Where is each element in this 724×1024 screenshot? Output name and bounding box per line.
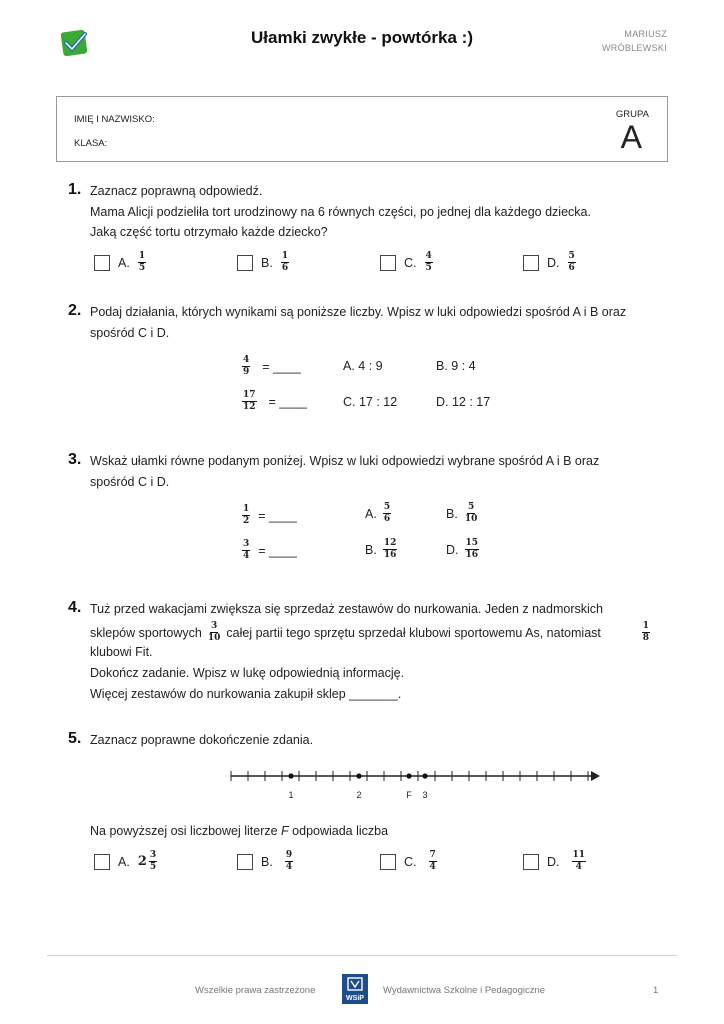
q3-option-c xyxy=(365,539,397,560)
student-info-box xyxy=(56,96,668,162)
q3-row-fraction xyxy=(242,505,250,526)
wsip-logo-text: WSiP xyxy=(346,995,364,1002)
axis-label-1: 1 xyxy=(288,790,294,800)
q3-option-letter: B. xyxy=(365,542,377,557)
q1-option-letter: A. xyxy=(118,255,130,270)
q5-option-b[interactable] xyxy=(237,851,293,872)
q3-answer-blank[interactable]: = ____ xyxy=(258,508,297,523)
q3-option-fraction xyxy=(464,503,479,524)
fraction-numerator: 11 xyxy=(572,850,586,860)
number-line-arrow-icon xyxy=(591,771,600,781)
q1-text-line2: Mama Alicji podzieliła tort urodzinowy na 6 równych części, po jednej dla każdego dziecka. xyxy=(90,205,591,219)
q5-option-letter: B. xyxy=(261,854,273,869)
fraction-denominator: 16 xyxy=(465,550,479,560)
fraction-denominator: 6 xyxy=(281,263,289,273)
q2-row-1 xyxy=(242,356,301,377)
q1-option-letter: C. xyxy=(404,255,417,270)
q5-option-letter: A. xyxy=(118,854,130,869)
q1-instruction: Zaznacz poprawną odpowiedź. xyxy=(90,184,263,198)
fraction-numerator: 12 xyxy=(383,538,397,548)
q5-statement-part-b: odpowiada liczba xyxy=(288,824,389,838)
q4-instruction: Dokończ zadanie. Wpisz w lukę odpowiednią informację. xyxy=(90,666,405,680)
name-label: IMIĘ I NAZWISKO: xyxy=(74,114,155,125)
q2-row-fraction xyxy=(242,391,257,412)
q5-option-a[interactable] xyxy=(94,851,157,872)
q2-option-a: A. 4 : 9 xyxy=(343,359,383,373)
fraction-denominator: 8 xyxy=(642,633,649,643)
q2-row-fraction xyxy=(242,356,250,377)
group-label: GRUPA xyxy=(615,109,649,120)
q4-text-part-b: całej partii tego sprzętu sprzedał klubowi sportowemu As, natomiast xyxy=(226,625,601,640)
point-3 xyxy=(422,773,427,778)
q1-checkbox-d[interactable] xyxy=(523,255,539,271)
q1-option-letter: B. xyxy=(261,255,273,270)
fraction-denominator: 9 xyxy=(243,367,250,377)
q1-option-a[interactable] xyxy=(94,252,146,273)
fraction-numerator: 3 xyxy=(210,621,218,631)
q2-answer-blank[interactable]: = ____ xyxy=(262,359,301,374)
fraction-numerator: 4 xyxy=(243,355,250,365)
q3-option-letter: B. xyxy=(446,506,458,521)
q3-row-fraction xyxy=(242,540,250,561)
q4-answer-sentence[interactable]: Więcej zestawów do nurkowania zakupił sklep _______. xyxy=(90,687,402,701)
q3-option-fraction xyxy=(465,539,480,560)
q4-number: 4. xyxy=(68,599,82,616)
author-last-name: WRÓBLEWSKI xyxy=(601,43,667,53)
point-2 xyxy=(356,773,361,778)
q3-answer-blank[interactable]: = ____ xyxy=(258,543,297,558)
q2-row-2 xyxy=(242,391,307,412)
fraction-numerator: 7 xyxy=(429,850,436,860)
q5-statement-variable: F xyxy=(281,824,289,838)
q1-option-fraction xyxy=(281,252,289,273)
number-line xyxy=(225,762,605,804)
fraction-numerator: 15 xyxy=(465,538,479,548)
q2-text-line2: spośród C i D. xyxy=(90,326,170,340)
fraction-denominator: 6 xyxy=(568,263,575,273)
q4-fraction-fit xyxy=(642,622,650,643)
q5-option-c[interactable] xyxy=(380,851,437,872)
fraction-numerator: 9 xyxy=(285,850,293,860)
fraction-numerator: 3 xyxy=(149,850,157,860)
q5-option-fraction xyxy=(429,851,437,872)
q3-row-2 xyxy=(242,540,297,561)
q3-option-letter: A. xyxy=(365,506,377,521)
q2-answer-blank[interactable]: = ____ xyxy=(268,394,308,409)
fraction-numerator: 3 xyxy=(243,539,250,549)
q1-number: 1. xyxy=(68,181,82,198)
fraction-numerator: 1 xyxy=(281,251,289,261)
fraction-denominator: 2 xyxy=(243,516,250,526)
wsip-logo-icon xyxy=(342,974,368,1004)
q5-option-letter: D. xyxy=(547,854,560,869)
q5-option-d[interactable] xyxy=(523,851,586,872)
q3-option-fraction xyxy=(383,503,391,524)
q1-option-c[interactable] xyxy=(380,252,433,273)
q1-text-line3: Jaką część tortu otrzymało każde dziecko? xyxy=(90,225,328,239)
page-title: Ułamki zwykłe - powtórka :) xyxy=(251,28,473,47)
q2-text-line1: Podaj działania, których wynikami są poniższe liczby. Wpisz w luki odpowiedzi spośród A i B oraz xyxy=(90,305,627,319)
fraction-denominator: 4 xyxy=(575,862,582,872)
q5-checkbox-d[interactable] xyxy=(523,854,539,870)
wsip-emblem-icon xyxy=(342,974,368,994)
q2-option-c: C. 17 : 12 xyxy=(343,395,398,409)
fraction-denominator: 10 xyxy=(464,514,478,524)
fraction-numerator: 5 xyxy=(383,502,391,512)
q2-number: 2. xyxy=(68,302,82,319)
axis-label-3: 3 xyxy=(422,790,428,800)
q5-checkbox-b[interactable] xyxy=(237,854,253,870)
fraction-numerator: 17 xyxy=(243,390,256,400)
q5-checkbox-a[interactable] xyxy=(94,854,110,870)
q2-option-d: D. 12 : 17 xyxy=(436,395,491,409)
q5-option-letter: C. xyxy=(404,854,417,869)
q1-option-letter: D. xyxy=(547,255,560,270)
q5-option-fraction xyxy=(285,851,293,872)
q4-text-line2 xyxy=(90,622,650,643)
fraction-numerator: 1 xyxy=(642,621,649,631)
fraction-denominator: 5 xyxy=(149,862,157,872)
q1-checkbox-b[interactable] xyxy=(237,255,253,271)
q3-row-1 xyxy=(242,505,297,526)
fraction-denominator: 4 xyxy=(429,862,436,872)
q1-option-fraction xyxy=(568,252,576,273)
q5-statement-part-a: Na powyższej osi liczbowej literze xyxy=(90,824,282,838)
fraction-denominator: 4 xyxy=(243,551,250,561)
q1-checkbox-a[interactable] xyxy=(94,255,110,271)
q4-text-line1: Tuż przed wakacjami zwiększa się sprzedaż zestawów do nurkowania. Jeden z nadmorskich xyxy=(90,602,603,616)
q4-fraction-as xyxy=(207,622,222,643)
q1-checkbox-c[interactable] xyxy=(380,255,396,271)
q4-text-line3: klubowi Fit. xyxy=(90,645,153,659)
mixed-whole: 2 xyxy=(137,854,147,869)
fraction-denominator: 5 xyxy=(138,263,146,273)
author xyxy=(602,27,667,55)
q3-option-d xyxy=(446,539,479,560)
fraction-denominator: 4 xyxy=(285,862,293,872)
axis-label-2: 2 xyxy=(356,790,362,800)
q5-instruction: Zaznacz poprawne dokończenie zdania. xyxy=(90,733,314,747)
q5-option-fraction xyxy=(572,851,587,872)
q3-option-a xyxy=(365,503,391,524)
fraction-denominator: 5 xyxy=(425,263,432,273)
fraction-numerator: 1 xyxy=(138,251,146,261)
q3-text-line2: spośród C i D. xyxy=(90,475,170,489)
point-f xyxy=(406,773,411,778)
q3-text-line1: Wskaż ułamki równe podanym poniżej. Wpisz w luki odpowiedzi wybrane spośród A i B oraz xyxy=(90,454,600,468)
page-number: 1 xyxy=(653,985,659,996)
fraction-denominator: 12 xyxy=(243,402,256,412)
q1-option-b[interactable] xyxy=(237,252,289,273)
q3-option-letter: D. xyxy=(446,542,459,557)
q1-option-d[interactable] xyxy=(523,252,576,273)
q2-option-b: B. 9 : 4 xyxy=(436,359,476,373)
fraction-denominator: 16 xyxy=(383,550,397,560)
mixed-fraction xyxy=(149,851,157,872)
axis-label-f: F xyxy=(406,790,412,800)
q3-number: 3. xyxy=(68,451,82,468)
fraction-numerator: 5 xyxy=(568,251,575,261)
point-1 xyxy=(288,773,293,778)
fraction-numerator: 1 xyxy=(243,504,250,514)
fraction-numerator: 4 xyxy=(425,251,432,261)
footer-divider xyxy=(47,955,677,956)
q1-option-fraction xyxy=(138,252,146,273)
footer-publisher: Wydawnictwa Szkolne i Pedagogiczne xyxy=(383,985,546,996)
fraction-numerator: 5 xyxy=(467,502,475,512)
q5-statement xyxy=(90,824,388,838)
q1-option-fraction xyxy=(425,252,433,273)
q5-checkbox-c[interactable] xyxy=(380,854,396,870)
author-first-name: MARIUSZ xyxy=(624,29,667,39)
q3-option-b xyxy=(446,503,478,524)
q5-option-mixed-number xyxy=(138,851,157,872)
group-value: A xyxy=(620,119,642,155)
fraction-denominator: 6 xyxy=(383,514,391,524)
q4-text-part-a: sklepów sportowych xyxy=(90,625,202,640)
class-label: KLASA: xyxy=(74,138,108,149)
footer-rights: Wszelkie prawa zastrzeżone xyxy=(195,985,316,996)
q3-option-fraction xyxy=(383,539,398,560)
fraction-denominator: 10 xyxy=(207,633,221,643)
q5-number: 5. xyxy=(68,730,82,747)
